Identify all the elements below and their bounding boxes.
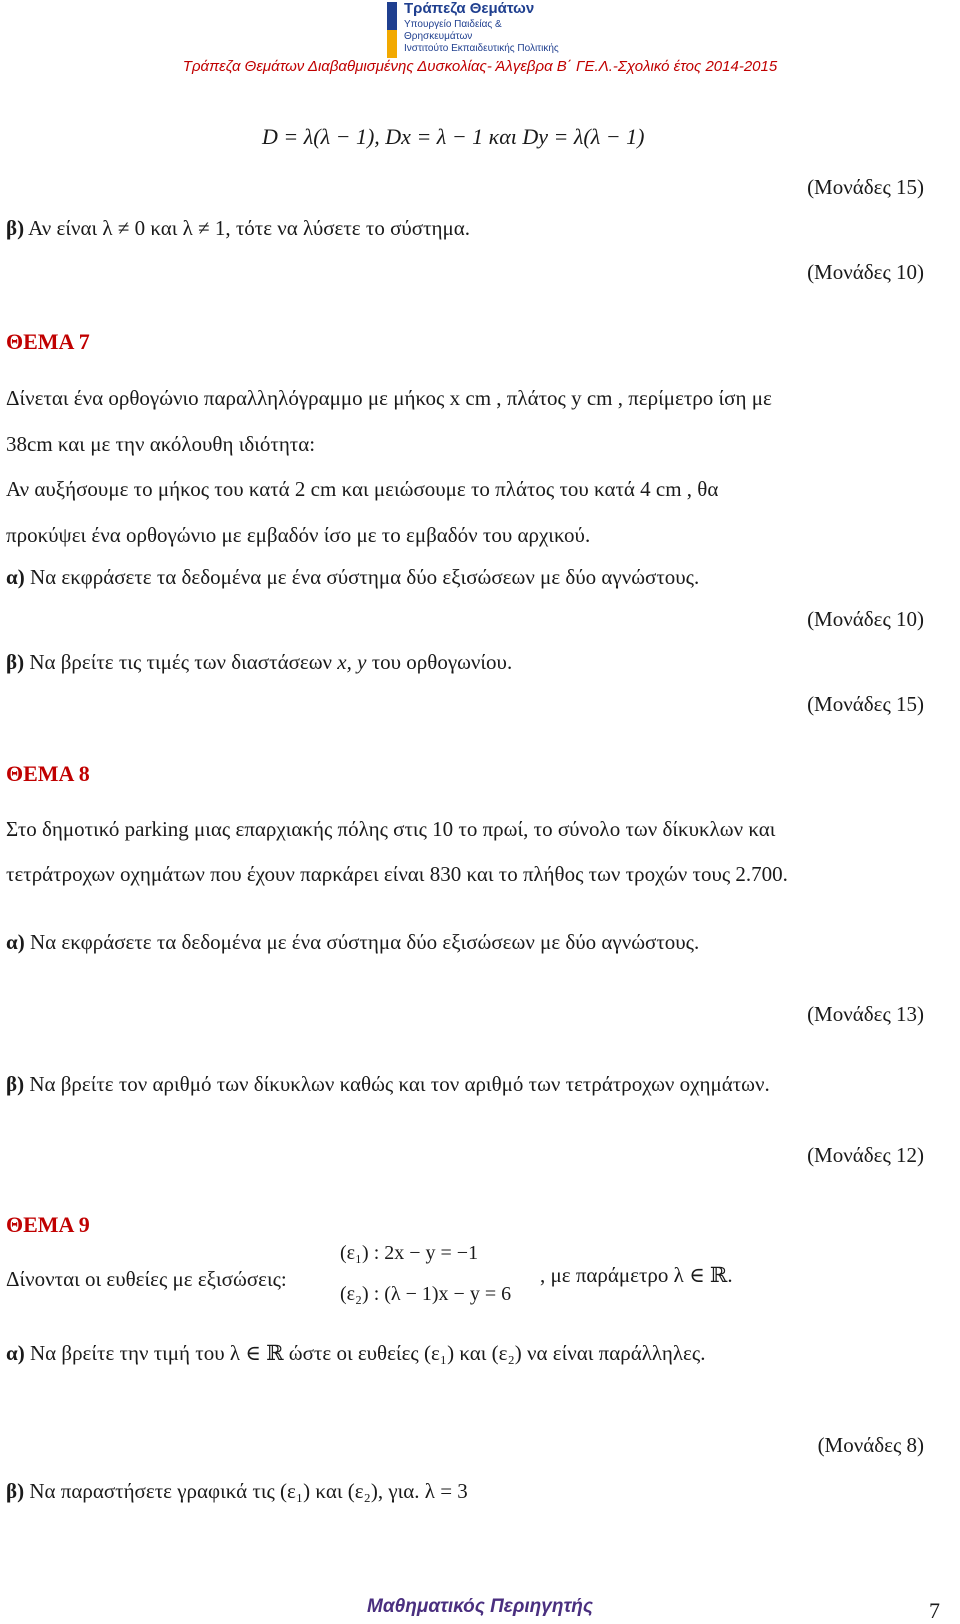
page-header-subtitle: Τράπεζα Θεμάτων Διαβαθμισμένης Δυσκολίας- Άλγεβρα Β΄ ΓΕ.Λ.-Σχολικό έτος 2014-2015 (182, 58, 778, 75)
question-label: β) (6, 650, 25, 674)
question-text: Να εκφράσετε τα δεδομένα με ένα σύστημα δύο εξισώσεων με δύο αγνώστους. (24, 930, 700, 954)
question-b (6, 216, 470, 241)
theme-8-line-1: Στο δημοτικό parking μιας επαρχιακής πόλης στις 10 το πρωί, το σύνολο των δίκυκλων και (6, 817, 776, 841)
points-label: (Μονάδες 10) (807, 607, 924, 631)
theme-9-intro: Δίνονται οι ευθείες με εξισώσεις: (6, 1267, 287, 1291)
equation-line-1: (ε₁) : 2x − y = −1 (340, 1242, 479, 1264)
theme-9-title: ΘΕΜΑ 9 (6, 1212, 90, 1237)
theme-9-question-a (6, 1341, 705, 1366)
question-text: Να βρείτε τον αριθμό των δίκυκλων καθώς και τον αριθμό των τετράτροχων οχημάτων. (24, 1072, 770, 1096)
theme-7-question-b (6, 650, 512, 675)
question-text: του ορθογωνίου. (366, 650, 513, 674)
question-text: Να βρείτε τις τιμές των διαστάσεων (24, 650, 338, 674)
logo-line-3: Ινστιτούτο Εκπαιδευτικής Πολιτικής (404, 43, 559, 54)
determinants-formula: D = λ(λ − 1), Dx = λ − 1 και Dy = λ(λ − 1) (262, 124, 645, 149)
points-label: (Μονάδες 8) (817, 1433, 924, 1457)
points-label: (Μονάδες 13) (807, 1002, 924, 1026)
theme-8-question-b (6, 1072, 770, 1097)
theme-7-line-4: προκύψει ένα ορθογώνιο με εμβαδόν ίσο με το εμβαδόν του αρχικού. (6, 523, 591, 547)
page-number: 7 (929, 1598, 940, 1623)
points-label: (Μονάδες 12) (807, 1143, 924, 1167)
theme-8-title: ΘΕΜΑ 8 (6, 761, 90, 786)
question-variables: x, y (337, 650, 367, 674)
theme-7-line-3: Αν αυξήσουμε το μήκος του κατά 2 cm και μειώσουμε το πλάτος του κατά 4 cm , θα (6, 477, 719, 501)
theme-9-question-b (6, 1479, 468, 1504)
question-text: Να εκφράσετε τα δεδομένα με ένα σύστημα δύο εξισώσεων με δύο αγνώστους. (24, 565, 700, 589)
question-label: β) (6, 216, 25, 240)
logo-line-1: Υπουργείο Παιδείας & (404, 19, 502, 30)
theme-7-line-2: 38cm και με την ακόλουθη ιδιότητα: (6, 432, 316, 456)
points-label: (Μονάδες 10) (807, 260, 924, 284)
footer-title: Μαθηματικός Περιηγητής (367, 1596, 593, 1617)
equation-line-2: (ε₂) : (λ − 1)x − y = 6 (340, 1283, 512, 1305)
theme-7-question-a (6, 565, 699, 590)
question-label: α) (6, 930, 25, 954)
question-label: α) (6, 1341, 25, 1365)
logo-line-2: Θρησκευμάτων (404, 31, 473, 42)
theme-7-line-1: Δίνεται ένα ορθογώνιο παραλληλόγραμμο με μήκος x cm , πλάτος y cm , περίμετρο ίση με (6, 386, 772, 410)
theme-8-line-2: τετράτροχων οχημάτων που έχουν παρκάρει είναι 830 και το πλήθος των τροχών τους 2.700. (6, 862, 788, 886)
question-text: Αν είναι λ ≠ 0 και λ ≠ 1, τότε να λύσετε το σύστημα. (24, 216, 471, 240)
logo-mark-icon (387, 2, 397, 58)
theme-8-question-a (6, 930, 699, 955)
points-label: (Μονάδες 15) (807, 175, 924, 199)
question-label: β) (6, 1479, 25, 1503)
logo-title: Τράπεζα Θεμάτων (404, 0, 535, 17)
question-label: β) (6, 1072, 25, 1096)
question-text: Να παραστήσετε γραφικά τις (ε₁) και (ε₂), για. λ = 3 (24, 1479, 468, 1503)
theme-7-title: ΘΕΜΑ 7 (6, 329, 90, 354)
question-label: α) (6, 565, 25, 589)
question-text: Να βρείτε την τιμή του λ ∈ ℝ ώστε οι ευθείες (ε₁) και (ε₂) να είναι παράλληλες. (24, 1341, 706, 1365)
points-label: (Μονάδες 15) (807, 692, 924, 716)
theme-9-parameter: , με παράμετρο λ ∈ ℝ. (540, 1263, 733, 1287)
